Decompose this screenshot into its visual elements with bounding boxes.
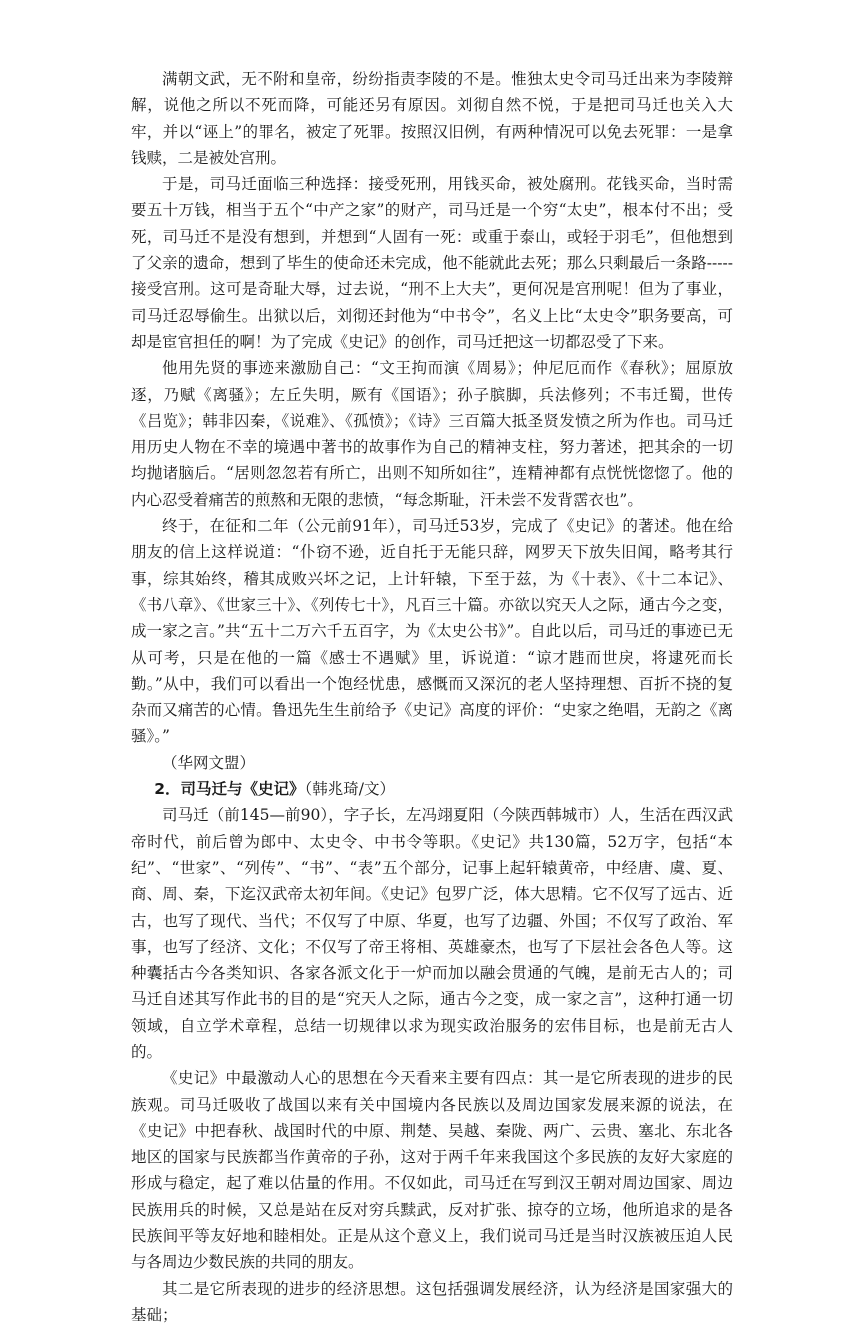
section-author: （韩兆琦/文）	[304, 780, 396, 799]
paragraph: 《史记》中最激动人心的思想在今天看来主要有四点：其一是它所表现的进步的民族观。司马迁吸收了战国以来有关中国境内各民族以及周边国家发展来源的说法，在《史记》中把春秋、战国时代的中原、荆楚、吴越、秦陇、两广、云贵、塞北、东北各地区的国家与民族都当作黄帝的子孙，这对于两千年来我国这个多民族的友好大家庭的形成与稳定，起了难以估量的作用。不仅如此，司马迁在写到汉王朝对周边国家、周边民族用兵的时候，又总是站在反对穷兵黩武，反对扩张、掠夺的立场，他所追求的是各民族间平等友好地和睦相处。正是从这个意义上，我们说司马迁是当时汉族被压迫人民与各周边少数民族的共同的朋友。	[131, 1069, 733, 1272]
paragraph: 满朝文武，无不附和皇帝，纷纷指责李陵的不是。惟独太史令司马迁出来为李陵辩解，说他之所以不死而降，可能还另有原因。刘彻自然不悦，于是把司马迁也关入大牢，并以“诬上”的罪名，被定了死罪。按照汉旧例，有两种情况可以免去死罪：一是拿钱赎，二是被处宫刑。	[131, 70, 733, 167]
section-heading	[131, 776, 733, 802]
section-title: 2．司马迁与《史记》	[154, 780, 305, 799]
article-body	[131, 66, 733, 1328]
paragraph: 其二是它所表现的进步的经济思想。这包括强调发展经济，认为经济是国家强大的基础；	[131, 1279, 733, 1324]
paragraph: 他用先贤的事迹来激励自己：“文王拘而演《周易》；仲尼厄而作《春秋》；屈原放逐，乃赋《离骚》；左丘失明，厥有《国语》；孙子膑脚，兵法修列；不韦迁蜀，世传《吕览》；韩非囚秦，《说难》、《孤愤》；《诗》三百篇大抵圣贤发愤之所为作也。司马迁用历史人物在不幸的境遇中著书的故事作为自己的精神支柱，努力著述，把其余的一切均抛诸脑后。“居则忽忽若有所亡，出则不知所如往”，连精神都有点恍恍惚惚了。他的内心忍受着痛苦的煎熬和无限的悲愤，“每念斯耻，汗未尝不发背霑衣也”。	[131, 359, 733, 509]
source-credit: （华网文盟）	[162, 753, 256, 772]
paragraph: 司马迁（前145—前90），字子长，左冯翊夏阳（今陕西韩城市）人，生活在西汉武帝时代，前后曾为郎中、太史令、中书令等职。《史记》共130篇，52万字，包括“本纪”、“世家”、“列传”、“书”、“表”五个部分，记事上起轩辕黄帝，中经唐、虞、夏、商、周、秦，下迄汉武帝太初年间。《史记》包罗广泛，体大思精。它不仅写了远古、近古，也写了现代、当代；不仅写了中原、华夏，也写了边疆、外国；不仅写了政治、军事，也写了经济、文化；不仅写了帝王将相、英雄豪杰，也写了下层社会各色人等。这种囊括古今各类知识、各家各派文化于一炉而加以融会贯通的气魄，是前无古人的；司马迁自述其写作此书的目的是“究天人之际，通古今之变，成一家之言”，这种打通一切领域，自立学术章程，总结一切规律以求为现实政治服务的宏伟目标，也是前无古人的。	[131, 806, 733, 1061]
paragraph: 于是，司马迁面临三种选择：接受死刑，用钱买命，被处腐刑。花钱买命，当时需要五十万钱，相当于五个“中产之家”的财产，司马迁是一个穷“太史”，根本付不出；受死，司马迁不是没有想到，并想到“人固有一死：或重于泰山，或轻于羽毛”，但他想到了父亲的遗命，想到了毕生的使命还未完成，他不能就此去死；那么只剩最后一条路-----接受宫刑。这可是奇耻大辱，过去说，“刑不上大夫”，更何况是宫刑呢！但为了事业，司马迁忍辱偷生。出狱以后，刘彻还封他为“中书令”，名义上比“太史令”职务要高，可却是宦官担任的啊！为了完成《史记》的创作，司马迁把这一切都忍受了下来。	[131, 175, 733, 351]
paragraph: 终于，在征和二年（公元前91年），司马迁53岁，完成了《史记》的著述。他在给朋友的信上这样说道：“仆窃不逊，近自托于无能只辞，网罗天下放失旧闻，略考其行事，综其始终，稽其成败兴坏之记，上计轩辕，下至于兹，为《十表》、《十二本记》、《书八章》、《世家三十》、《列传七十》，凡百三十篇。亦欲以究天人之际，通古今之变，成一家之言。”共“五十二万六千五百字，为《太史公书》”。自此以后，司马迁的事迹已无从可考，只是在他的一篇《感士不遇赋》里，诉说道：“谅才韪而世戾，将逮死而长勤。”从中，我们可以看出一个饱经忧患，感慨而又深沉的老人坚持理想、百折不挠的复杂而又痛苦的心情。鲁迅先生生前给予《史记》高度的评价：“史家之绝唱，无韵之《离骚》。”	[131, 517, 733, 746]
